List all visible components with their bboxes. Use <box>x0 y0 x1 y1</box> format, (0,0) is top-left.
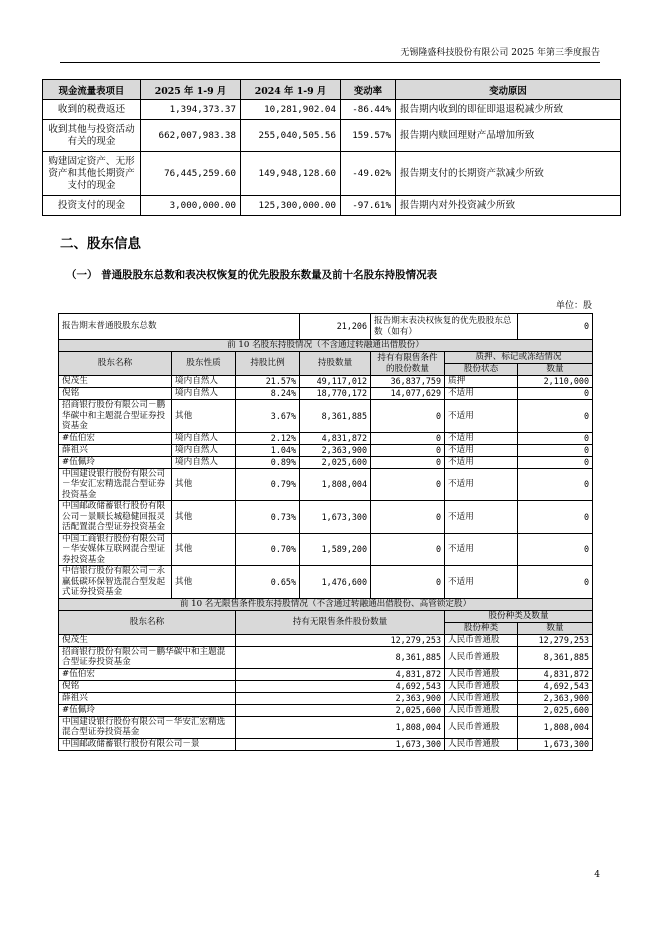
column-header: 质押、标记或冻结情况 <box>445 352 593 364</box>
cell-current: 1,394,373.37 <box>141 100 241 120</box>
table-row <box>59 444 593 456</box>
cell-reason: 报告期内对外投资减少所致 <box>396 196 621 216</box>
cell-qty: 2,363,900 <box>300 444 371 456</box>
cell-item: 收到的税费返还 <box>43 100 141 120</box>
cell-amount: 0 <box>518 400 593 433</box>
cell-restricted: 0 <box>371 456 445 468</box>
cell-item: 收到其他与投资活动有关的现金 <box>43 120 141 152</box>
cell-qty: 1,589,200 <box>300 533 371 566</box>
cell-qty: 2,363,900 <box>236 692 445 704</box>
table-row <box>59 400 593 433</box>
cell-qty: 4,692,543 <box>236 680 445 692</box>
column-header: 变动率 <box>341 80 396 100</box>
cell-amount: 0 <box>518 533 593 566</box>
cell-qty: 1,808,004 <box>300 468 371 501</box>
cell-ratio: 0.65% <box>236 566 300 599</box>
cell-type: 人民币普通股 <box>445 738 518 750</box>
cell-rate: 159.57% <box>341 120 396 152</box>
cell-nature: 境内自然人 <box>172 432 236 444</box>
cell-restricted: 0 <box>371 533 445 566</box>
cell-ratio: 1.04% <box>236 444 300 456</box>
table-row <box>59 704 593 716</box>
cell-ratio: 0.79% <box>236 468 300 501</box>
table-row <box>59 566 593 599</box>
cell-type: 人民币普通股 <box>445 634 518 646</box>
cell-restricted: 0 <box>371 566 445 599</box>
cell-type: 人民币普通股 <box>445 692 518 704</box>
cell-name: 倪铭 <box>59 680 236 692</box>
cell-restricted: 0 <box>371 432 445 444</box>
cell-name: 招商银行股份有限公司－鹏华碳中和主题混合型证券投资基金 <box>59 646 236 668</box>
cell-amount: 1,808,004 <box>518 716 593 738</box>
cell-nature: 境内自然人 <box>172 388 236 400</box>
unrestricted-caption: 前 10 名无限售条件股东持股情况（不含通过转融通出借股份、高管锁定股） <box>59 598 593 610</box>
table-row <box>59 646 593 668</box>
table-row <box>59 432 593 444</box>
table-row <box>59 468 593 501</box>
cell-name: 倪铭 <box>59 388 172 400</box>
cell-nature: 其他 <box>172 400 236 433</box>
cell-name: 中信银行股份有限公司－永赢低碳环保智选混合型发起式证券投资基金 <box>59 566 172 599</box>
table-row <box>59 533 593 566</box>
cell-type: 人民币普通股 <box>445 668 518 680</box>
cell-type: 人民币普通股 <box>445 646 518 668</box>
cell-item: 投资支付的现金 <box>43 196 141 216</box>
cell-name: 中国建设银行股份有限公司－华安汇宏精选混合型证券投资基金 <box>59 716 236 738</box>
cell-status: 不适用 <box>445 468 518 501</box>
cell-rate: -97.61% <box>341 196 396 216</box>
cell-qty: 49,117,012 <box>300 376 371 388</box>
table-row <box>59 716 593 738</box>
column-header: 股东名称 <box>59 610 236 634</box>
column-header: 数量 <box>518 364 593 376</box>
cell-status: 质押 <box>445 376 518 388</box>
cell-item: 购建固定资产、无形资产和其他长期资产支付的现金 <box>43 152 141 196</box>
top10-caption: 前 10 名股东持股情况（不含通过转融通出借股份） <box>59 340 593 352</box>
table-row <box>59 376 593 388</box>
cell-restricted: 0 <box>371 444 445 456</box>
column-header: 2024 年 1-9 月 <box>241 80 341 100</box>
cell-ratio: 21.57% <box>236 376 300 388</box>
cell-previous: 149,948,128.60 <box>241 152 341 196</box>
cell-nature: 其他 <box>172 501 236 534</box>
cell-ratio: 3.67% <box>236 400 300 433</box>
caption-row <box>59 340 593 352</box>
column-header: 持股比例 <box>236 352 300 376</box>
caption-row <box>59 598 593 610</box>
cell-amount: 0 <box>518 501 593 534</box>
pref-holders-value: 0 <box>518 314 593 340</box>
cell-qty: 2,025,600 <box>300 456 371 468</box>
cell-ratio: 0.70% <box>236 533 300 566</box>
cell-amount: 12,279,253 <box>518 634 593 646</box>
cell-name: 薛祖兴 <box>59 692 236 704</box>
cell-amount: 4,692,543 <box>518 680 593 692</box>
column-header: 2025 年 1-9 月 <box>141 80 241 100</box>
cell-status: 不适用 <box>445 501 518 534</box>
cell-ratio: 8.24% <box>236 388 300 400</box>
table-row <box>59 692 593 704</box>
cell-nature: 境内自然人 <box>172 444 236 456</box>
table-row <box>59 501 593 534</box>
cell-amount: 0 <box>518 566 593 599</box>
cell-amount: 8,361,885 <box>518 646 593 668</box>
cell-qty: 1,476,600 <box>300 566 371 599</box>
cell-rate: -49.02% <box>341 152 396 196</box>
column-header: 现金流量表项目 <box>43 80 141 100</box>
cell-restricted: 0 <box>371 468 445 501</box>
table-header-row <box>59 352 593 364</box>
cell-name: #伍佩玲 <box>59 704 236 716</box>
cell-qty: 18,770,172 <box>300 388 371 400</box>
cell-previous: 255,040,505.56 <box>241 120 341 152</box>
cell-qty: 2,025,600 <box>236 704 445 716</box>
cell-status: 不适用 <box>445 388 518 400</box>
column-header: 股东性质 <box>172 352 236 376</box>
cell-nature: 其他 <box>172 468 236 501</box>
cell-previous: 125,300,000.00 <box>241 196 341 216</box>
cell-name: 倪茂生 <box>59 634 236 646</box>
cell-amount: 0 <box>518 432 593 444</box>
common-holders-value: 21,206 <box>300 314 371 340</box>
cell-qty: 1,673,300 <box>236 738 445 750</box>
cell-ratio: 0.89% <box>236 456 300 468</box>
column-header: 股份状态 <box>445 364 518 376</box>
column-header: 持有有限售条件的股份数量 <box>371 352 445 376</box>
report-header: 无锡隆盛科技股份有限公司 2025 年第三季度报告 <box>60 44 600 63</box>
subsection-title: （一） 普通股股东总数和表决权恢复的优先股股东数量及前十名股东持股情况表 <box>66 269 438 281</box>
cell-status: 不适用 <box>445 456 518 468</box>
table-row <box>43 152 621 196</box>
cell-qty: 4,831,872 <box>300 432 371 444</box>
column-header: 数量 <box>518 622 593 634</box>
cell-amount: 2,363,900 <box>518 692 593 704</box>
table-header-row <box>43 80 621 100</box>
table-row <box>59 388 593 400</box>
column-header: 变动原因 <box>396 80 621 100</box>
cell-reason: 报告期内收到的即征即退退税减少所致 <box>396 100 621 120</box>
cell-name: 招商银行股份有限公司－鹏华碳中和主题混合型证券投资基金 <box>59 400 172 433</box>
cell-previous: 10,281,902.04 <box>241 100 341 120</box>
cell-current: 3,000,000.00 <box>141 196 241 216</box>
cell-status: 不适用 <box>445 566 518 599</box>
cell-amount: 1,673,300 <box>518 738 593 750</box>
cell-type: 人民币普通股 <box>445 716 518 738</box>
summary-row <box>59 314 593 340</box>
table-row <box>43 120 621 152</box>
table-row <box>59 738 593 750</box>
section-title: 二、股东信息 <box>60 236 141 252</box>
cell-amount: 2,110,000 <box>518 376 593 388</box>
cell-restricted: 0 <box>371 501 445 534</box>
cell-qty: 8,361,885 <box>300 400 371 433</box>
cell-amount: 0 <box>518 456 593 468</box>
shareholder-table <box>58 313 593 751</box>
column-header: 股东名称 <box>59 352 172 376</box>
cell-name: 薛祖兴 <box>59 444 172 456</box>
cell-nature: 其他 <box>172 533 236 566</box>
common-holders-label: 报告期末普通股股东总数 <box>59 314 300 340</box>
cell-status: 不适用 <box>445 432 518 444</box>
cell-name: 中国建设银行股份有限公司－华安汇宏精选混合型证券投资基金 <box>59 468 172 501</box>
cell-type: 人民币普通股 <box>445 680 518 692</box>
table-row <box>59 680 593 692</box>
cell-status: 不适用 <box>445 400 518 433</box>
cell-reason: 报告期内赎回理财产品增加所致 <box>396 120 621 152</box>
cashflow-table <box>42 79 621 216</box>
cell-nature: 境内自然人 <box>172 456 236 468</box>
cell-qty: 12,279,253 <box>236 634 445 646</box>
column-header: 股份种类及数量 <box>445 610 593 622</box>
cell-name: 中国邮政储蓄银行股份有限公司－景顺长城稳健回报灵活配置混合型证券投资基金 <box>59 501 172 534</box>
cell-amount: 0 <box>518 444 593 456</box>
cell-rate: -86.44% <box>341 100 396 120</box>
cell-nature: 境内自然人 <box>172 376 236 388</box>
table-row <box>59 456 593 468</box>
cell-amount: 4,831,872 <box>518 668 593 680</box>
cell-amount: 0 <box>518 388 593 400</box>
cell-amount: 0 <box>518 468 593 501</box>
cell-name: #伍伯宏 <box>59 432 172 444</box>
cell-name: #伍佩玲 <box>59 456 172 468</box>
cell-status: 不适用 <box>445 533 518 566</box>
pref-holders-label: 报告期末表决权恢复的优先股股东总数（如有） <box>371 314 518 340</box>
cell-qty: 1,673,300 <box>300 501 371 534</box>
cell-qty: 4,831,872 <box>236 668 445 680</box>
cell-restricted: 14,077,629 <box>371 388 445 400</box>
column-header: 持有无限售条件股份数量 <box>236 610 445 634</box>
table-header-row <box>59 610 593 622</box>
table-row <box>59 668 593 680</box>
unit-label: 单位：股 <box>555 301 592 311</box>
cell-reason: 报告期支付的长期资产款减少所致 <box>396 152 621 196</box>
column-header: 股份种类 <box>445 622 518 634</box>
cell-nature: 其他 <box>172 566 236 599</box>
cell-current: 662,007,983.38 <box>141 120 241 152</box>
cell-name: 倪茂生 <box>59 376 172 388</box>
cell-ratio: 2.12% <box>236 432 300 444</box>
cell-status: 不适用 <box>445 444 518 456</box>
cell-restricted: 36,837,759 <box>371 376 445 388</box>
table-row <box>43 196 621 216</box>
cell-name: 中国工商银行股份有限公司－华安媒体互联网混合型证券投资基金 <box>59 533 172 566</box>
page-number: 4 <box>594 870 600 880</box>
cell-current: 76,445,259.60 <box>141 152 241 196</box>
cell-amount: 2,025,600 <box>518 704 593 716</box>
column-header: 持股数量 <box>300 352 371 376</box>
cell-name: 中国邮政储蓄银行股份有限公司－景 <box>59 738 236 750</box>
cell-type: 人民币普通股 <box>445 704 518 716</box>
table-row <box>43 100 621 120</box>
cell-restricted: 0 <box>371 400 445 433</box>
cell-qty: 8,361,885 <box>236 646 445 668</box>
cell-name: #伍伯宏 <box>59 668 236 680</box>
cell-ratio: 0.73% <box>236 501 300 534</box>
cell-qty: 1,808,004 <box>236 716 445 738</box>
table-row <box>59 634 593 646</box>
